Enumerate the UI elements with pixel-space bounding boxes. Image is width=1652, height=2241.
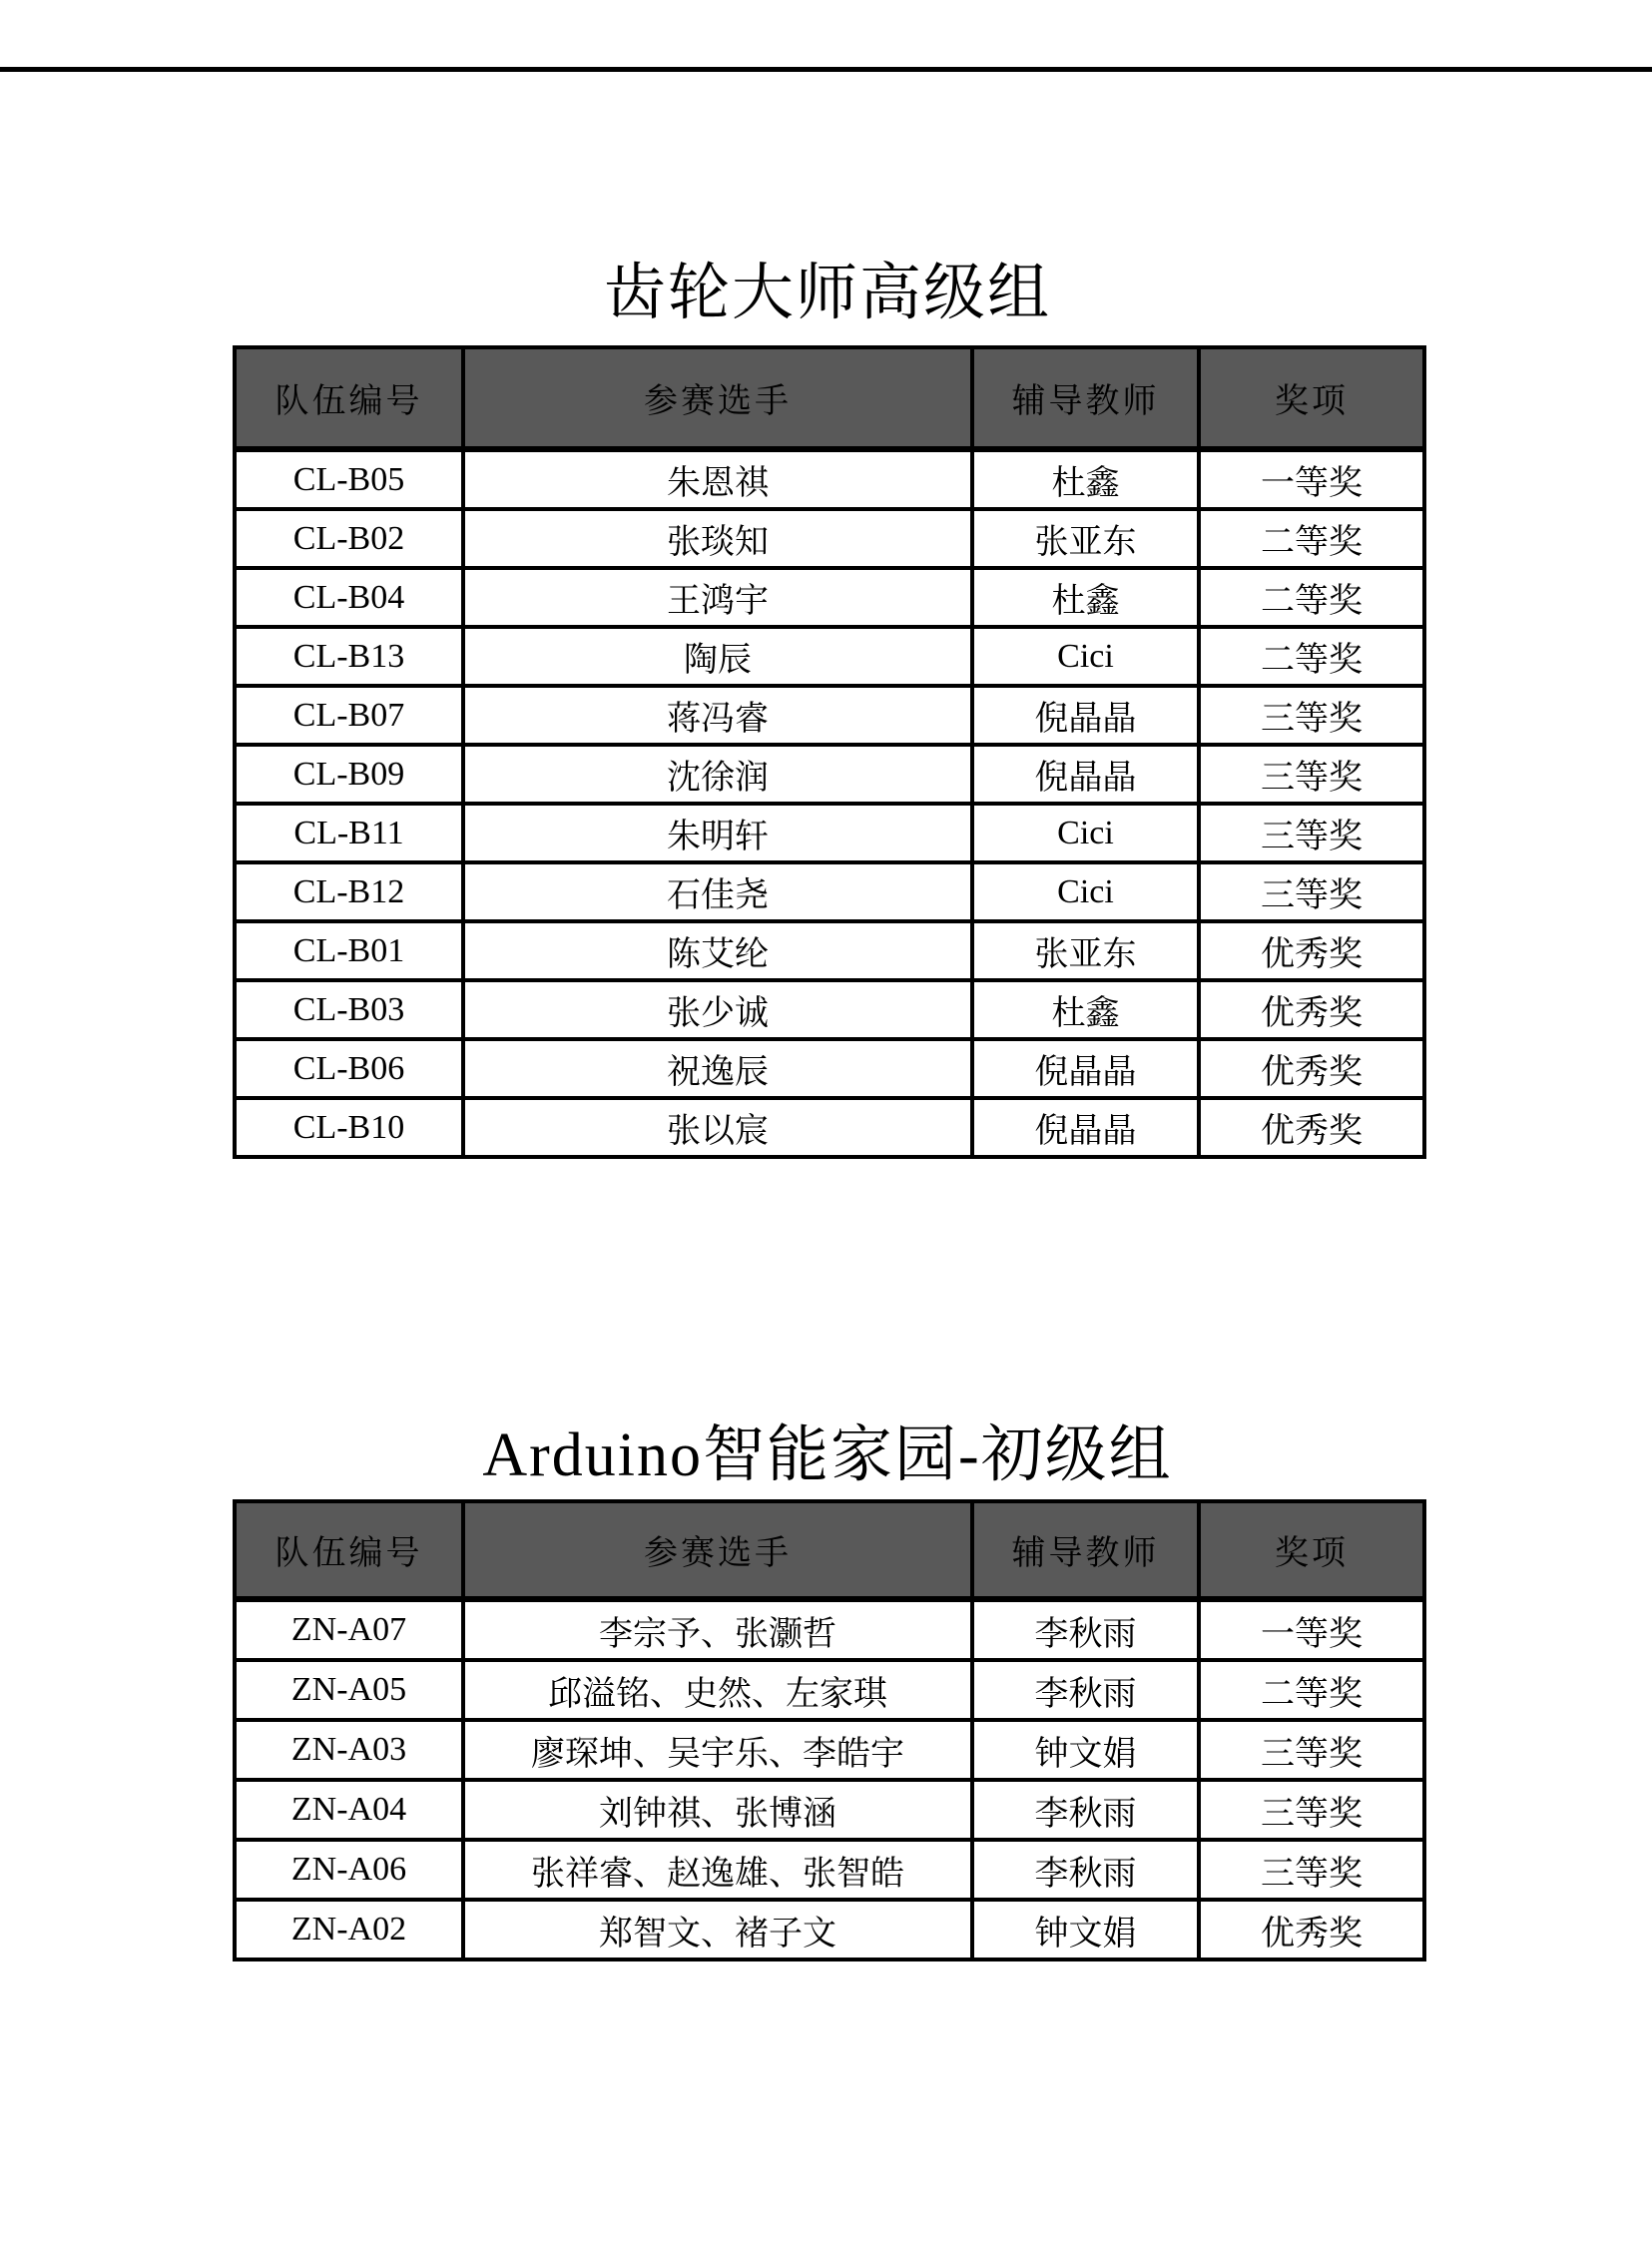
cell-players: 朱明轩 — [463, 804, 972, 862]
table-row — [235, 627, 1424, 686]
cell-team-id: CL-B06 — [235, 1039, 463, 1098]
cell-award: 优秀奖 — [1199, 1039, 1424, 1098]
cell-teacher: 李秋雨 — [972, 1660, 1199, 1720]
cell-players: 沈徐润 — [463, 745, 972, 804]
cell-players: 刘钟祺、张博涵 — [463, 1780, 972, 1840]
column-header: 队伍编号 — [235, 347, 463, 449]
section-title-gear-master-advanced: 齿轮大师高级组 — [603, 260, 1051, 327]
cell-award: 三等奖 — [1199, 1720, 1424, 1780]
cell-teacher: 杜鑫 — [972, 980, 1199, 1039]
cell-team-id: ZN-A05 — [235, 1660, 463, 1720]
table-row — [235, 745, 1424, 804]
table-row — [235, 1720, 1424, 1780]
cell-award: 二等奖 — [1199, 627, 1424, 686]
cell-teacher: 杜鑫 — [972, 449, 1199, 509]
cell-players: 郑智文、褚子文 — [463, 1900, 972, 1960]
cell-teacher: 李秋雨 — [972, 1840, 1199, 1900]
cell-players: 祝逸辰 — [463, 1039, 972, 1098]
cell-team-id: CL-B10 — [235, 1098, 463, 1157]
cell-team-id: ZN-A04 — [235, 1780, 463, 1840]
cell-award: 二等奖 — [1199, 1660, 1424, 1720]
cell-players: 朱恩祺 — [463, 449, 972, 509]
cell-teacher: 倪晶晶 — [972, 686, 1199, 745]
cell-teacher: 倪晶晶 — [972, 745, 1199, 804]
cell-teacher: Cici — [972, 804, 1199, 862]
cell-team-id: ZN-A07 — [235, 1599, 463, 1660]
cell-award: 优秀奖 — [1199, 980, 1424, 1039]
top-rule — [0, 67, 1652, 72]
header-row — [235, 1501, 1424, 1599]
cell-award: 三等奖 — [1199, 1780, 1424, 1840]
cell-teacher: 钟文娟 — [972, 1900, 1199, 1960]
cell-team-id: ZN-A02 — [235, 1900, 463, 1960]
header-row — [235, 347, 1424, 449]
cell-players: 廖琛坤、吴宇乐、李皓宇 — [463, 1720, 972, 1780]
table-row — [235, 449, 1424, 509]
cell-teacher: 李秋雨 — [972, 1599, 1199, 1660]
column-header: 参赛选手 — [463, 347, 972, 449]
cell-players: 张少诚 — [463, 980, 972, 1039]
cell-players: 陈艾纶 — [463, 921, 972, 980]
gear-master-awards-table — [233, 345, 1426, 1159]
cell-team-id: CL-B01 — [235, 921, 463, 980]
cell-players: 李宗予、张灏哲 — [463, 1599, 972, 1660]
cell-teacher: Cici — [972, 862, 1199, 921]
cell-teacher: 张亚东 — [972, 509, 1199, 568]
section-title-arduino-smart-home-beginner: Arduino智能家园-初级组 — [482, 1421, 1173, 1489]
cell-award: 优秀奖 — [1199, 1098, 1424, 1157]
arduino-smart-home-awards-table — [233, 1499, 1426, 1961]
cell-teacher: 李秋雨 — [972, 1780, 1199, 1840]
cell-team-id: ZN-A03 — [235, 1720, 463, 1780]
cell-players: 张琰知 — [463, 509, 972, 568]
table-row — [235, 862, 1424, 921]
cell-team-id: CL-B04 — [235, 568, 463, 627]
column-header: 队伍编号 — [235, 1501, 463, 1599]
cell-players: 陶辰 — [463, 627, 972, 686]
cell-players: 石佳尧 — [463, 862, 972, 921]
table-row — [235, 1660, 1424, 1720]
table-row — [235, 980, 1424, 1039]
cell-teacher: 倪晶晶 — [972, 1039, 1199, 1098]
column-header: 奖项 — [1199, 347, 1424, 449]
cell-players: 蒋冯睿 — [463, 686, 972, 745]
cell-award: 二等奖 — [1199, 509, 1424, 568]
cell-players: 邱溢铭、史然、左家琪 — [463, 1660, 972, 1720]
cell-team-id: CL-B12 — [235, 862, 463, 921]
cell-award: 一等奖 — [1199, 449, 1424, 509]
cell-team-id: CL-B11 — [235, 804, 463, 862]
cell-teacher: 杜鑫 — [972, 568, 1199, 627]
cell-players: 王鸿宇 — [463, 568, 972, 627]
table-row — [235, 509, 1424, 568]
cell-award: 一等奖 — [1199, 1599, 1424, 1660]
cell-award: 三等奖 — [1199, 862, 1424, 921]
table-row — [235, 1840, 1424, 1900]
table-row — [235, 568, 1424, 627]
table-row — [235, 686, 1424, 745]
cell-teacher: 张亚东 — [972, 921, 1199, 980]
cell-award: 优秀奖 — [1199, 921, 1424, 980]
table-row — [235, 921, 1424, 980]
table-row — [235, 804, 1424, 862]
column-header: 辅导教师 — [972, 1501, 1199, 1599]
cell-team-id: CL-B07 — [235, 686, 463, 745]
cell-team-id: CL-B13 — [235, 627, 463, 686]
table-row — [235, 1599, 1424, 1660]
table-row — [235, 1039, 1424, 1098]
cell-team-id: ZN-A06 — [235, 1840, 463, 1900]
cell-award: 三等奖 — [1199, 686, 1424, 745]
cell-teacher: 倪晶晶 — [972, 1098, 1199, 1157]
column-header: 辅导教师 — [972, 347, 1199, 449]
cell-award: 三等奖 — [1199, 745, 1424, 804]
column-header: 奖项 — [1199, 1501, 1424, 1599]
cell-teacher: 钟文娟 — [972, 1720, 1199, 1780]
cell-teacher: Cici — [972, 627, 1199, 686]
cell-award: 二等奖 — [1199, 568, 1424, 627]
cell-team-id: CL-B05 — [235, 449, 463, 509]
cell-team-id: CL-B02 — [235, 509, 463, 568]
column-header: 参赛选手 — [463, 1501, 972, 1599]
cell-team-id: CL-B03 — [235, 980, 463, 1039]
table-row — [235, 1900, 1424, 1960]
cell-award: 三等奖 — [1199, 1840, 1424, 1900]
table-row — [235, 1098, 1424, 1157]
cell-players: 张祥睿、赵逸雄、张智皓 — [463, 1840, 972, 1900]
cell-team-id: CL-B09 — [235, 745, 463, 804]
cell-award: 三等奖 — [1199, 804, 1424, 862]
cell-players: 张以宸 — [463, 1098, 972, 1157]
table-row — [235, 1780, 1424, 1840]
cell-award: 优秀奖 — [1199, 1900, 1424, 1960]
